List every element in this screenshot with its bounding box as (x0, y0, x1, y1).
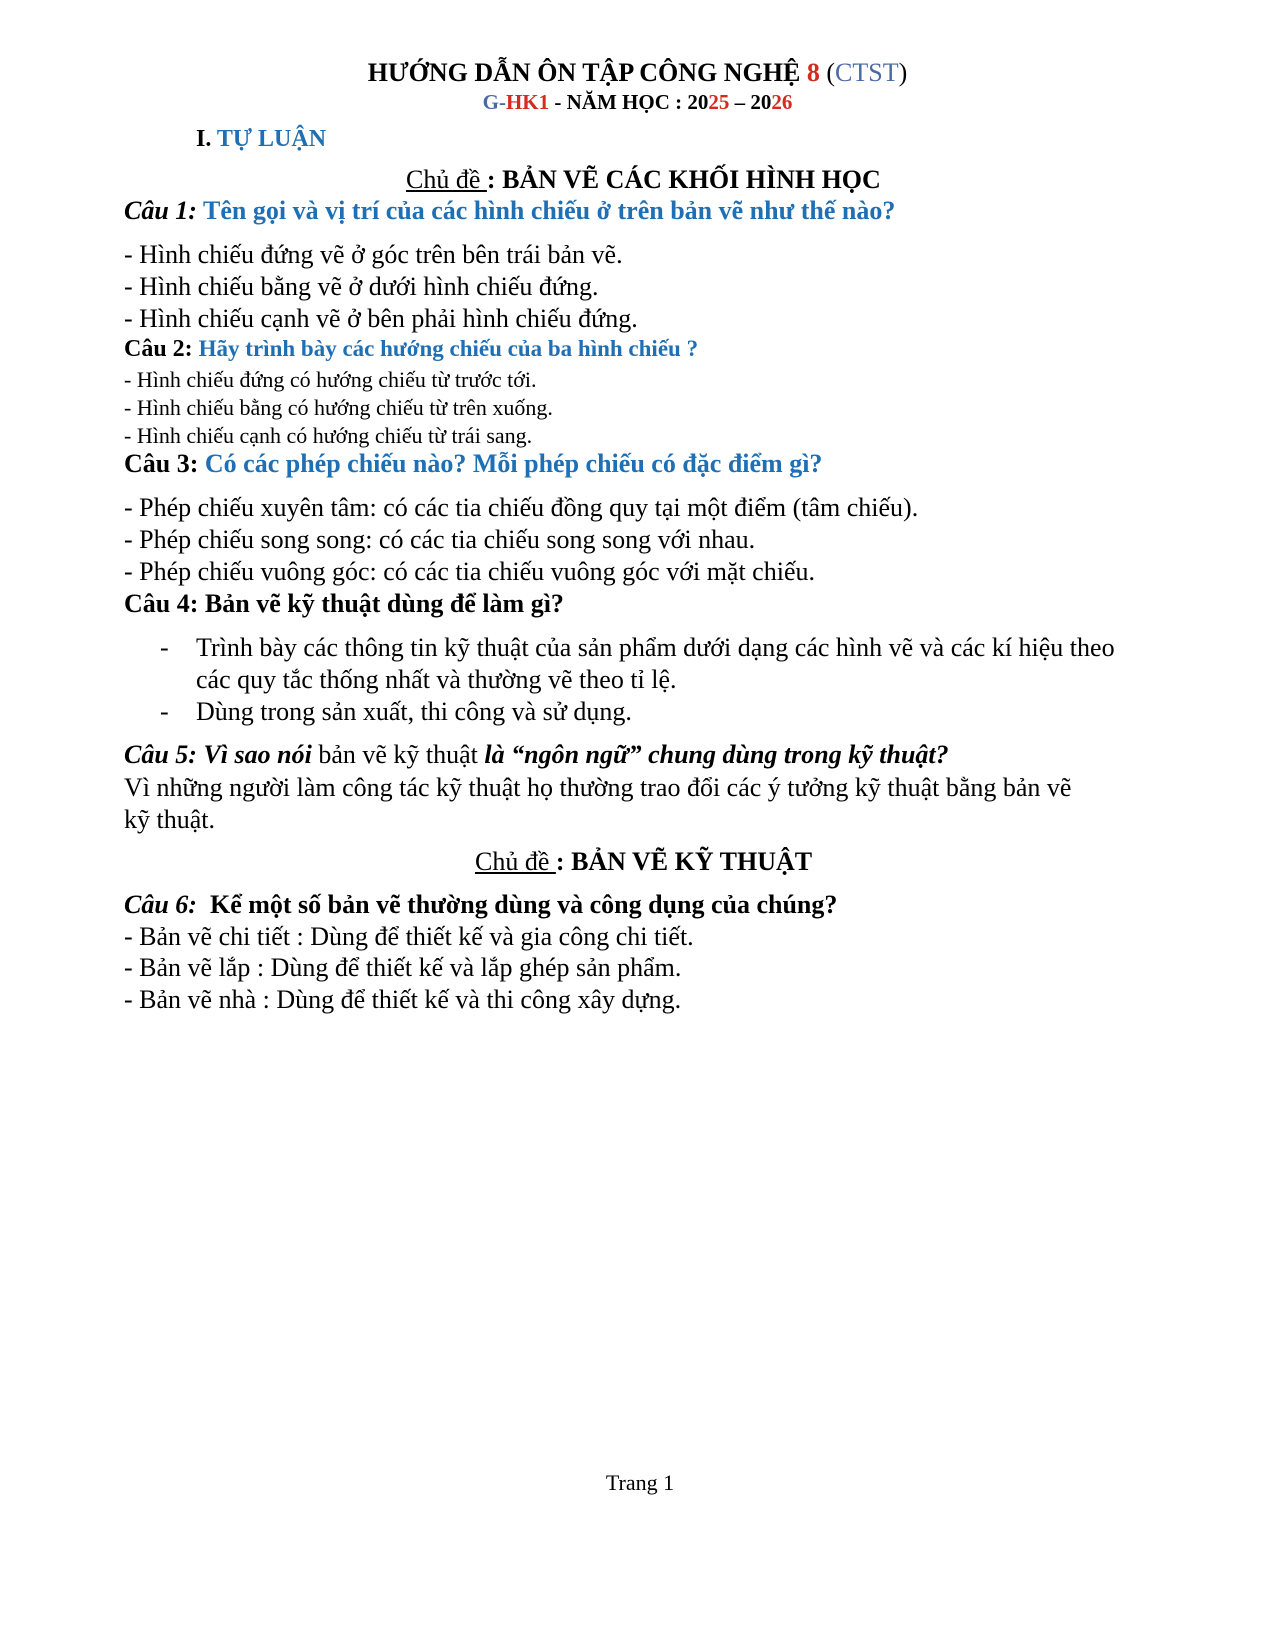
bullet-dash: - (160, 697, 169, 726)
answer-line: Dùng trong sản xuất, thi công và sử dụng. (196, 697, 632, 726)
question-2 (124, 336, 698, 363)
answer-line: - Hình chiếu cạnh có hướng chiếu từ trái sang. (124, 423, 533, 448)
answer-line: - Hình chiếu đứng vẽ ở góc trên bên trái bản vẽ. (124, 240, 623, 269)
title-paren-close: ) (898, 58, 908, 87)
topic-colon: : (555, 847, 572, 876)
question-part: bản vẽ kỹ thuật (318, 740, 485, 769)
topic-heading-2 (475, 847, 812, 877)
subtitle-year1: 25 (708, 90, 730, 114)
answer-line: kỹ thuật. (124, 805, 215, 834)
answer-line: - Hình chiếu đứng có hướng chiếu từ trước tới. (124, 367, 537, 392)
bullet-dash: - (160, 633, 169, 662)
page-title (0, 58, 1275, 88)
question-6 (124, 890, 837, 920)
answer-line: - Hình chiếu cạnh vẽ ở bên phải hình chiếu đứng. (124, 304, 638, 333)
topic-colon: : (486, 165, 503, 194)
question-1 (124, 196, 895, 226)
question-text: Kể một số bản vẽ thường dùng và công dụng của chúng? (209, 890, 838, 919)
question-label: Câu 2: (124, 336, 193, 362)
subtitle-hk: HK1 (505, 90, 550, 114)
question-4: Câu 4: Bản vẽ kỹ thuật dùng để làm gì? (124, 589, 564, 618)
title-paren-open: ( (826, 58, 836, 87)
title-ctst: CTST (835, 58, 899, 87)
answer-line: - Phép chiếu vuông góc: có các tia chiếu vuông góc với mặt chiếu. (124, 557, 815, 586)
subtitle-g: G- (482, 90, 506, 114)
section-title: TỰ LUẬN (216, 126, 327, 152)
topic-label: Chủ đề (475, 847, 556, 876)
page-number: Trang 1 (605, 1470, 675, 1495)
topic-title: BẢN VẼ KỸ THUẬT (571, 847, 813, 876)
answer-line: các quy tắc thống nhất và thường vẽ theo tỉ lệ. (196, 665, 677, 694)
question-label: Câu 1: (124, 196, 197, 225)
answer-line: - Hình chiếu bằng vẽ ở dưới hình chiếu đứng. (124, 272, 599, 301)
topic-title: BẢN VẼ CÁC KHỐI HÌNH HỌC (502, 165, 881, 194)
answer-line: - Bản vẽ chi tiết : Dùng để thiết kế và gia công chi tiết. (124, 922, 694, 951)
title-main: HƯỚNG DẪN ÔN TẬP CÔNG NGHỆ (367, 58, 801, 87)
section-heading (196, 126, 326, 153)
topic-heading-1 (406, 165, 881, 195)
question-5 (124, 740, 949, 770)
subtitle-year2: 26 (771, 90, 793, 114)
answer-line: - Phép chiếu xuyên tâm: có các tia chiếu đồng quy tại một điểm (tâm chiếu). (124, 493, 919, 522)
title-grade: 8 (806, 58, 820, 87)
answer-line: - Hình chiếu bằng có hướng chiếu từ trên xuống. (124, 395, 553, 420)
subtitle-year-label: - NĂM HỌC : 20 (549, 90, 709, 114)
question-label: Câu 6: (124, 890, 197, 919)
page-subtitle (0, 90, 1275, 115)
answer-line: - Bản vẽ nhà : Dùng để thiết kế và thi công xây dựng. (124, 985, 682, 1014)
subtitle-dash: – 20 (729, 90, 772, 114)
question-3 (124, 449, 822, 479)
topic-label: Chủ đề (406, 165, 487, 194)
question-text: Hãy trình bày các hướng chiếu của ba hình chiếu ? (198, 336, 699, 361)
question-part: Câu 5: Vì sao nói (124, 740, 319, 769)
answer-line: Vì những người làm công tác kỹ thuật họ thường trao đổi các ý tưởng kỹ thuật bằng bản vẽ (124, 773, 1072, 802)
question-part: là “ngôn ngữ” chung dùng trong kỹ thuật? (484, 740, 949, 769)
section-number: I. (196, 126, 212, 152)
answer-line: Trình bày các thông tin kỹ thuật của sản phẩm dưới dạng các hình vẽ và các kí hiệu theo (196, 633, 1115, 662)
question-label: Câu 3: (124, 449, 199, 478)
answer-line: - Phép chiếu song song: có các tia chiếu song song với nhau. (124, 525, 756, 554)
question-text: Có các phép chiếu nào? Mỗi phép chiếu có đặc điểm gì? (204, 449, 823, 478)
answer-line: - Bản vẽ lắp : Dùng để thiết kế và lắp ghép sản phẩm. (124, 953, 682, 982)
question-text: Tên gọi và vị trí của các hình chiếu ở trên bản vẽ như thế nào? (203, 196, 896, 225)
